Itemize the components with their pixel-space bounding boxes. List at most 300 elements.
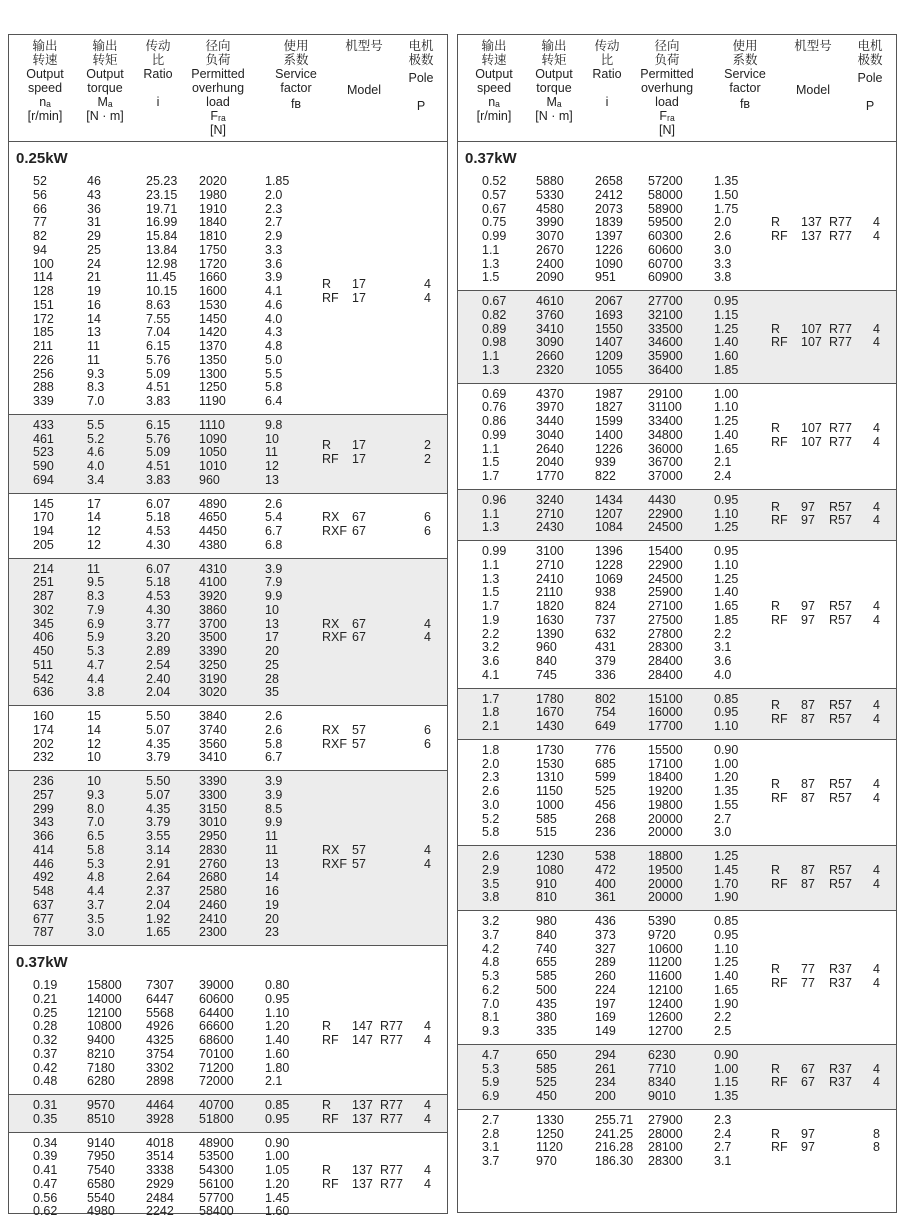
- service-factor-cell: 1.15: [714, 307, 739, 322]
- service-factor-cell: 1.45: [714, 862, 739, 877]
- header-load-line: load: [655, 95, 679, 109]
- load-cell: 57200: [648, 174, 683, 188]
- load-cell: 12700: [648, 1024, 683, 1038]
- service-factor-cell: 3.6: [265, 256, 283, 271]
- ratio-cell: 951: [595, 270, 616, 285]
- ratio-cell: 186.30: [595, 1154, 634, 1168]
- service-factor-cell: 1.90: [714, 890, 739, 905]
- table-row: [458, 771, 896, 785]
- header-load-line: overhung: [640, 81, 694, 95]
- torque-cell: 1310: [536, 770, 564, 785]
- header-load-line: load: [206, 95, 230, 109]
- ratio-cell: 13.84: [146, 242, 178, 257]
- pole-count: 2: [424, 452, 431, 467]
- pole-count: 4: [424, 616, 431, 631]
- service-factor-cell: 6.8: [265, 537, 283, 552]
- load-cell: 28000: [648, 1126, 683, 1141]
- ratio-cell: 200: [595, 1089, 616, 1103]
- ratio-cell: 7307: [146, 978, 174, 992]
- speed-cell: 694: [33, 472, 54, 487]
- speed-cell: 1.8: [482, 705, 500, 720]
- model-size: 77: [801, 962, 815, 977]
- load-cell: 3390: [199, 644, 227, 658]
- service-factor-cell: 1.40: [265, 1033, 290, 1047]
- header-load-line: 负荷: [205, 53, 231, 67]
- speed-cell: 214: [33, 561, 54, 576]
- load-cell: 1300: [199, 366, 227, 381]
- speed-cell: 77: [33, 215, 47, 230]
- service-factor-cell: 0.95: [714, 492, 739, 507]
- speed-cell: 0.42: [33, 1060, 58, 1075]
- service-factor-cell: 1.50: [714, 187, 739, 202]
- section-rows: [458, 1110, 896, 1174]
- model-size: 57: [352, 842, 366, 857]
- table-row: [9, 539, 447, 553]
- speed-cell: 82: [33, 229, 47, 243]
- load-cell: 59500: [648, 215, 683, 230]
- pole-count: 4: [424, 856, 431, 871]
- torque-cell: 585: [536, 1061, 557, 1076]
- pole-count: 4: [873, 499, 880, 514]
- table-row: [458, 641, 896, 655]
- load-cell: 72000: [199, 1074, 234, 1089]
- model-size: 97: [801, 1126, 815, 1141]
- service-factor-cell: 3.0: [714, 242, 732, 257]
- service-factor-cell: 1.65: [714, 982, 739, 997]
- table-row: [9, 1137, 447, 1151]
- model-size: 67: [352, 630, 366, 645]
- load-cell: 28400: [648, 654, 683, 668]
- table-row: [458, 693, 896, 707]
- model-stage: R77: [829, 229, 852, 243]
- model-size: 87: [801, 698, 815, 713]
- speed-cell: 2.6: [482, 849, 500, 863]
- load-cell: 33400: [648, 414, 683, 428]
- torque-cell: 6280: [87, 1074, 115, 1089]
- ratio-cell: 3928: [146, 1111, 174, 1126]
- torque-cell: 4.4: [87, 671, 105, 686]
- table-row: [9, 659, 447, 673]
- table-section: [458, 740, 896, 846]
- torque-cell: 585: [536, 811, 557, 826]
- service-factor-cell: 5.5: [265, 366, 283, 381]
- torque-cell: 4.0: [87, 459, 105, 473]
- table-row: [458, 586, 896, 600]
- ratio-cell: 3338: [146, 1163, 174, 1177]
- speed-cell: 0.47: [33, 1176, 58, 1191]
- torque-cell: 14: [87, 722, 101, 737]
- torque-cell: 5.3: [87, 856, 105, 871]
- torque-cell: 8.3: [87, 380, 105, 395]
- table-row: [9, 1034, 447, 1048]
- speed-cell: 1.3: [482, 520, 500, 535]
- table-row: [9, 1007, 447, 1021]
- service-factor-cell: 0.80: [265, 978, 290, 992]
- torque-cell: 525: [536, 1075, 557, 1090]
- table-row: [9, 1099, 447, 1113]
- table-row: [9, 1062, 447, 1076]
- torque-cell: 4980: [87, 1204, 115, 1219]
- torque-cell: 585: [536, 969, 557, 983]
- service-factor-cell: 2.0: [265, 187, 283, 202]
- torque-cell: 10: [87, 774, 101, 788]
- ratio-cell: 599: [595, 770, 616, 785]
- speed-cell: 523: [33, 445, 54, 460]
- ratio-cell: 1226: [595, 242, 623, 257]
- load-cell: 58900: [648, 201, 683, 216]
- header-torque-line: Mₐ: [97, 95, 113, 109]
- model-size: 77: [801, 975, 815, 990]
- ratio-cell: 436: [595, 914, 616, 928]
- service-factor-cell: 0.90: [265, 1135, 290, 1150]
- service-factor-cell: 28: [265, 671, 279, 686]
- torque-cell: 3090: [536, 335, 564, 350]
- load-cell: 48900: [199, 1135, 234, 1150]
- ratio-cell: 1055: [595, 362, 623, 377]
- pole-count: 4: [424, 290, 431, 305]
- service-factor-cell: 3.9: [265, 561, 283, 576]
- table-row: [9, 203, 447, 217]
- model-type: RXF: [322, 856, 347, 871]
- speed-cell: 1.7: [482, 469, 500, 483]
- service-factor-cell: 5.8: [265, 736, 283, 751]
- ratio-cell: 1434: [595, 492, 623, 507]
- load-cell: 35900: [648, 349, 683, 363]
- speed-cell: 433: [33, 417, 54, 432]
- ratio-cell: 824: [595, 599, 616, 613]
- ratio-cell: 6.07: [146, 496, 171, 511]
- service-factor-cell: 4.6: [265, 297, 283, 312]
- load-cell: 9010: [648, 1089, 676, 1103]
- table-row: [458, 799, 896, 813]
- table-row: [458, 443, 896, 457]
- load-cell: 1530: [199, 297, 227, 312]
- load-cell: 36700: [648, 455, 683, 470]
- load-cell: 3190: [199, 671, 227, 686]
- torque-cell: 8210: [87, 1046, 115, 1061]
- table-section: [9, 771, 447, 946]
- table-row: [9, 1178, 447, 1192]
- service-factor-cell: 14: [265, 870, 279, 885]
- load-cell: 70100: [199, 1046, 234, 1061]
- torque-cell: 6.5: [87, 829, 105, 843]
- speed-cell: 56: [33, 187, 47, 202]
- model-type: R: [771, 962, 781, 977]
- pole-count: 8: [873, 1140, 880, 1155]
- speed-cell: 0.25: [33, 1005, 58, 1020]
- section-rows: [9, 1095, 447, 1132]
- torque-cell: 2040: [536, 455, 564, 470]
- model-type: R: [771, 599, 781, 613]
- pole-count: 6: [424, 722, 431, 737]
- service-factor-cell: 2.7: [714, 1140, 732, 1155]
- ratio-cell: 2.64: [146, 870, 171, 885]
- speed-cell: 0.19: [33, 978, 58, 992]
- ratio-cell: 7.55: [146, 311, 171, 326]
- service-factor-cell: 4.0: [714, 667, 732, 682]
- model-stage: R77: [829, 321, 852, 336]
- load-cell: 3150: [199, 801, 227, 816]
- load-cell: 15400: [648, 544, 683, 558]
- ratio-cell: 1207: [595, 506, 623, 521]
- torque-cell: 1780: [536, 691, 564, 706]
- table-section: [9, 946, 447, 1095]
- pole-count: 2: [424, 438, 431, 453]
- ratio-cell: 5.09: [146, 366, 171, 381]
- speed-cell: 366: [33, 829, 54, 843]
- section-rows: [458, 846, 896, 910]
- torque-cell: 1730: [536, 742, 564, 757]
- load-cell: 3740: [199, 722, 227, 737]
- torque-cell: 4370: [536, 386, 564, 401]
- load-cell: 4450: [199, 524, 227, 538]
- table-row: [9, 368, 447, 382]
- torque-cell: 980: [536, 914, 557, 928]
- ratio-cell: 5.18: [146, 575, 171, 590]
- load-cell: 22900: [648, 506, 683, 521]
- load-cell: 12400: [648, 996, 683, 1011]
- load-cell: 28300: [648, 640, 683, 655]
- ratio-cell: 2.40: [146, 671, 171, 686]
- header-service-factor: [261, 39, 331, 111]
- pole-count: 4: [873, 1061, 880, 1076]
- torque-cell: 4.4: [87, 884, 105, 898]
- ratio-cell: 4.35: [146, 736, 171, 751]
- load-cell: 33500: [648, 321, 683, 336]
- model-stage: R77: [829, 434, 852, 449]
- model-size: 87: [801, 862, 815, 877]
- speed-cell: 1.1: [482, 242, 500, 257]
- speed-cell: 2.1: [482, 719, 500, 733]
- model-type: RF: [322, 1111, 339, 1126]
- load-cell: 960: [199, 472, 220, 487]
- ratio-cell: 1397: [595, 229, 623, 243]
- speed-cell: 8.1: [482, 1010, 500, 1025]
- model-stage: R37: [829, 1061, 852, 1076]
- torque-cell: 7950: [87, 1149, 115, 1164]
- ratio-cell: 1550: [595, 321, 623, 336]
- table-section: [9, 706, 447, 771]
- ratio-cell: 6.15: [146, 339, 171, 353]
- ratio-cell: 1407: [595, 335, 623, 350]
- table-row: [458, 271, 896, 285]
- service-factor-cell: 1.25: [714, 849, 739, 863]
- power-heading: 0.25kW: [16, 150, 68, 167]
- power-heading: 0.37kW: [16, 954, 68, 971]
- ratio-cell: 2067: [595, 294, 623, 308]
- torque-cell: 3970: [536, 400, 564, 415]
- table-row: [458, 388, 896, 402]
- torque-cell: 1150: [536, 784, 563, 798]
- table-row: [9, 913, 447, 927]
- speed-cell: 9.3: [482, 1024, 500, 1038]
- table-row: [458, 655, 896, 669]
- speed-cell: 0.99: [482, 427, 507, 442]
- ratio-cell: 4926: [146, 1019, 174, 1034]
- load-cell: 58000: [648, 187, 683, 202]
- torque-cell: 21: [87, 270, 101, 285]
- service-factor-cell: 2.6: [714, 229, 732, 243]
- model-stage: R37: [829, 1075, 852, 1090]
- table-row: [458, 915, 896, 929]
- torque-cell: 43: [87, 187, 101, 202]
- service-factor-cell: 0.95: [714, 294, 739, 308]
- torque-cell: 5.5: [87, 417, 105, 432]
- table-row: [9, 590, 447, 604]
- speed-cell: 0.75: [482, 215, 507, 230]
- service-factor-cell: 13: [265, 616, 279, 631]
- load-cell: 27700: [648, 294, 683, 308]
- header-pole-line: P: [865, 99, 875, 113]
- header-model-line: 机型号: [794, 39, 832, 53]
- torque-cell: 3.7: [87, 897, 105, 912]
- service-factor-cell: 1.85: [265, 174, 290, 188]
- header-service-factor-line: 使用: [732, 39, 758, 53]
- model-type: RX: [322, 510, 340, 525]
- table-row: [458, 878, 896, 892]
- table-row: [9, 830, 447, 844]
- header-model: [780, 39, 846, 97]
- ratio-cell: 1090: [595, 256, 623, 271]
- header-service-factor-line: Service: [275, 67, 317, 81]
- service-factor-cell: 3.3: [714, 256, 732, 271]
- ratio-cell: 3.79: [146, 815, 171, 830]
- model-size: 97: [801, 599, 815, 613]
- speed-cell: 5.2: [482, 811, 500, 826]
- model-size: 57: [352, 856, 366, 871]
- torque-cell: 29: [87, 229, 101, 243]
- load-cell: 27800: [648, 626, 683, 641]
- pole-count: 4: [873, 599, 880, 613]
- load-cell: 3410: [199, 750, 227, 765]
- torque-cell: 4610: [536, 294, 564, 308]
- speed-cell: 7.0: [482, 996, 500, 1011]
- table-section: [458, 384, 896, 490]
- load-cell: 68600: [199, 1033, 234, 1047]
- service-factor-cell: 0.95: [714, 544, 739, 558]
- section-rows: [458, 541, 896, 688]
- table-row: [9, 244, 447, 258]
- table-row: [458, 175, 896, 189]
- model-size: 67: [801, 1075, 815, 1090]
- service-factor-cell: 0.90: [714, 1047, 739, 1062]
- table-row: [458, 850, 896, 864]
- service-factor-cell: 23: [265, 925, 279, 940]
- torque-cell: 5.3: [87, 644, 105, 658]
- load-cell: 60900: [648, 270, 683, 285]
- header-ratio: [135, 39, 181, 109]
- torque-cell: 13: [87, 325, 101, 340]
- ratio-cell: 1839: [595, 215, 623, 230]
- model-type: RF: [771, 513, 788, 528]
- table-row: [9, 673, 447, 687]
- model-type: RF: [771, 790, 788, 805]
- service-factor-cell: 3.8: [714, 270, 732, 285]
- load-cell: 8340: [648, 1075, 676, 1090]
- table-row: [9, 446, 447, 460]
- service-factor-cell: 0.85: [265, 1098, 290, 1112]
- model-type: R: [322, 1019, 332, 1034]
- load-cell: 16000: [648, 705, 683, 720]
- service-factor-cell: 2.7: [265, 215, 283, 230]
- load-cell: 17700: [648, 719, 683, 733]
- service-factor-cell: 1.25: [714, 414, 739, 428]
- service-factor-cell: 0.95: [265, 1111, 290, 1126]
- speed-cell: 6.2: [482, 982, 500, 997]
- table-row: [458, 1128, 896, 1142]
- ratio-cell: 1226: [595, 441, 623, 456]
- service-factor-cell: 11: [265, 829, 278, 843]
- header-speed-line: [r/min]: [476, 109, 512, 123]
- torque-cell: 3990: [536, 215, 564, 230]
- torque-cell: 9.3: [87, 787, 105, 802]
- section-rows: [9, 1133, 447, 1225]
- speed-cell: 66: [33, 201, 47, 216]
- service-factor-cell: 2.1: [265, 1074, 283, 1089]
- torque-cell: 380: [536, 1010, 557, 1025]
- table-row: [9, 419, 447, 433]
- table-row: [9, 738, 447, 752]
- header-service-factor-line: 使用: [283, 39, 309, 53]
- table-row: [9, 789, 447, 803]
- load-cell: 1420: [199, 325, 227, 340]
- model-size: 57: [352, 722, 366, 737]
- torque-cell: 8.0: [87, 801, 105, 816]
- load-cell: 32100: [648, 307, 683, 322]
- model-size: 97: [801, 499, 815, 514]
- speed-cell: 0.67: [482, 294, 507, 308]
- torque-cell: 8.3: [87, 589, 105, 603]
- ratio-cell: 1599: [595, 414, 623, 428]
- speed-cell: 288: [33, 380, 54, 395]
- torque-cell: 960: [536, 640, 557, 655]
- load-cell: 2950: [199, 829, 227, 843]
- ratio-cell: 632: [595, 626, 616, 641]
- ratio-cell: 1827: [595, 400, 623, 415]
- ratio-cell: 2.04: [146, 897, 171, 912]
- model-stage: R77: [380, 1098, 403, 1112]
- load-cell: 3500: [199, 630, 227, 645]
- service-factor-cell: 1.40: [714, 335, 739, 350]
- service-factor-cell: 12: [265, 459, 279, 473]
- table-row: [458, 864, 896, 878]
- speed-cell: 1.1: [482, 557, 500, 572]
- torque-cell: 5.9: [87, 630, 105, 645]
- load-cell: 4100: [199, 575, 227, 590]
- speed-cell: 1.3: [482, 571, 500, 586]
- speed-cell: 5.9: [482, 1075, 500, 1090]
- load-cell: 11600: [648, 969, 682, 983]
- service-factor-cell: 13: [265, 472, 279, 487]
- torque-cell: 2660: [536, 349, 564, 363]
- service-factor-cell: 8.5: [265, 801, 283, 816]
- load-cell: 2580: [199, 884, 227, 898]
- pole-count: 8: [873, 1126, 880, 1141]
- table-row: [458, 230, 896, 244]
- table-row: [458, 309, 896, 323]
- service-factor-cell: 2.1: [714, 455, 732, 470]
- header-torque-line: torque: [87, 81, 123, 95]
- torque-cell: 31: [87, 215, 101, 230]
- torque-cell: 1120: [536, 1140, 563, 1155]
- speed-cell: 1.1: [482, 506, 500, 521]
- table-row: [9, 1048, 447, 1062]
- pole-count: 4: [873, 698, 880, 713]
- load-cell: 31100: [648, 400, 682, 415]
- model-stage: R57: [829, 876, 852, 891]
- ratio-cell: 5.07: [146, 722, 171, 737]
- ratio-cell: 12.98: [146, 256, 178, 271]
